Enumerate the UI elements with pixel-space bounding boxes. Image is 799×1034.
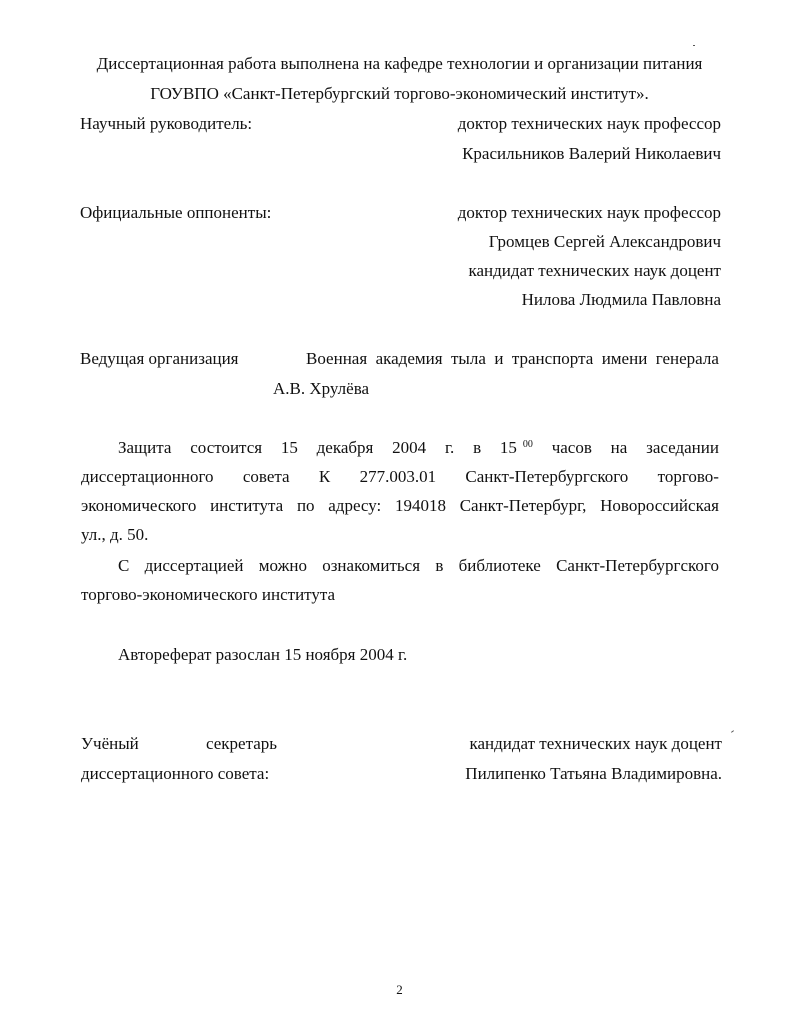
supervisor-label: Научный руководитель: [80, 114, 253, 133]
leading-org-word: и [494, 349, 504, 368]
header-line-1: Диссертационная работа выполнена на кафедре технологии и организации питания [96, 54, 703, 73]
defense-word: К [318, 467, 331, 486]
defense-line-2 [81, 468, 719, 485]
defense-word: диссертационного [81, 467, 214, 486]
defense-word: 277.003.01 [359, 467, 437, 486]
defense-word: декабря [316, 438, 374, 457]
secretary-label-word-2: секретарь [206, 734, 278, 753]
leading-org-word: академия [375, 349, 443, 368]
library-word: С [118, 556, 130, 575]
defense-word: 15 [280, 438, 298, 457]
library-word: библиотеке [458, 556, 541, 575]
opponent-1-title: доктор технических наук профессор [457, 203, 721, 222]
defense-word: 15 $^{00}$ [499, 438, 533, 457]
library-word: можно [258, 556, 307, 575]
defense-word: Новороссийская [600, 496, 719, 515]
leading-org-line-2: А.В. Хрулёва [273, 379, 370, 398]
defense-line-3 [81, 497, 719, 514]
secretary-label-word-1: Учёный [81, 734, 139, 753]
defense-word: Санкт-Петербург, [459, 496, 587, 515]
defense-word: совета [242, 467, 290, 486]
defense-word: Санкт-Петербургского [465, 467, 629, 486]
defense-line-1 [118, 439, 719, 456]
secretary-title: кандидат технических наук доцент [469, 734, 722, 753]
leading-org-word: генерала [655, 349, 719, 368]
opponent-2-name: Нилова Людмила Павловна [521, 290, 721, 309]
time-superscript: 00 [522, 439, 533, 450]
defense-word: адресу: [328, 496, 382, 515]
supervisor-name: Красильников Валерий Николаевич [462, 144, 721, 163]
mailing-date: Автореферат разослан 15 ноября 2004 г. [118, 645, 408, 664]
defense-word: заседании [646, 438, 719, 457]
scan-speck [693, 45, 695, 46]
library-word: Санкт-Петербургского [556, 556, 719, 575]
defense-word: торгово- [657, 467, 719, 486]
defense-word: экономического [81, 496, 197, 515]
leading-org-word: имени [601, 349, 648, 368]
library-word: в [435, 556, 444, 575]
leading-org-word: Военная [306, 349, 368, 368]
defense-word: института [210, 496, 284, 515]
opponents-label: Официальные оппоненты: [80, 203, 272, 222]
defense-word: г. [444, 438, 455, 457]
defense-word: на [610, 438, 628, 457]
defense-word: по [296, 496, 315, 515]
leading-org-label: Ведущая организация [80, 349, 239, 368]
defense-word: часов [551, 438, 592, 457]
defense-word: Защита [118, 438, 172, 457]
library-word: ознакомиться [322, 556, 421, 575]
secretary-name: Пилипенко Татьяна Владимировна. [465, 764, 722, 783]
library-line-2: торгово-экономического института [81, 585, 336, 604]
scan-speck [731, 730, 734, 733]
leading-org-line-1 [306, 350, 719, 367]
leading-org-word: тыла [451, 349, 486, 368]
opponent-2-title: кандидат технических наук доцент [468, 261, 721, 280]
secretary-label-line-2: диссертационного совета: [81, 764, 270, 783]
header-line-2: ГОУВПО «Санкт-Петербургский торгово-экономический институт». [150, 84, 649, 103]
supervisor-title: доктор технических наук профессор [457, 114, 721, 133]
page-number: 2 [396, 982, 403, 997]
opponent-1-name: Громцев Сергей Александрович [488, 232, 721, 251]
defense-word: состоится [190, 438, 263, 457]
defense-word: в [473, 438, 482, 457]
defense-word: 194018 [394, 496, 446, 515]
leading-org-word: транспорта [511, 349, 594, 368]
defense-word: 2004 [392, 438, 427, 457]
library-word: диссертацией [144, 556, 244, 575]
library-line-1 [118, 557, 719, 574]
defense-line-4: ул., д. 50. [81, 525, 149, 544]
